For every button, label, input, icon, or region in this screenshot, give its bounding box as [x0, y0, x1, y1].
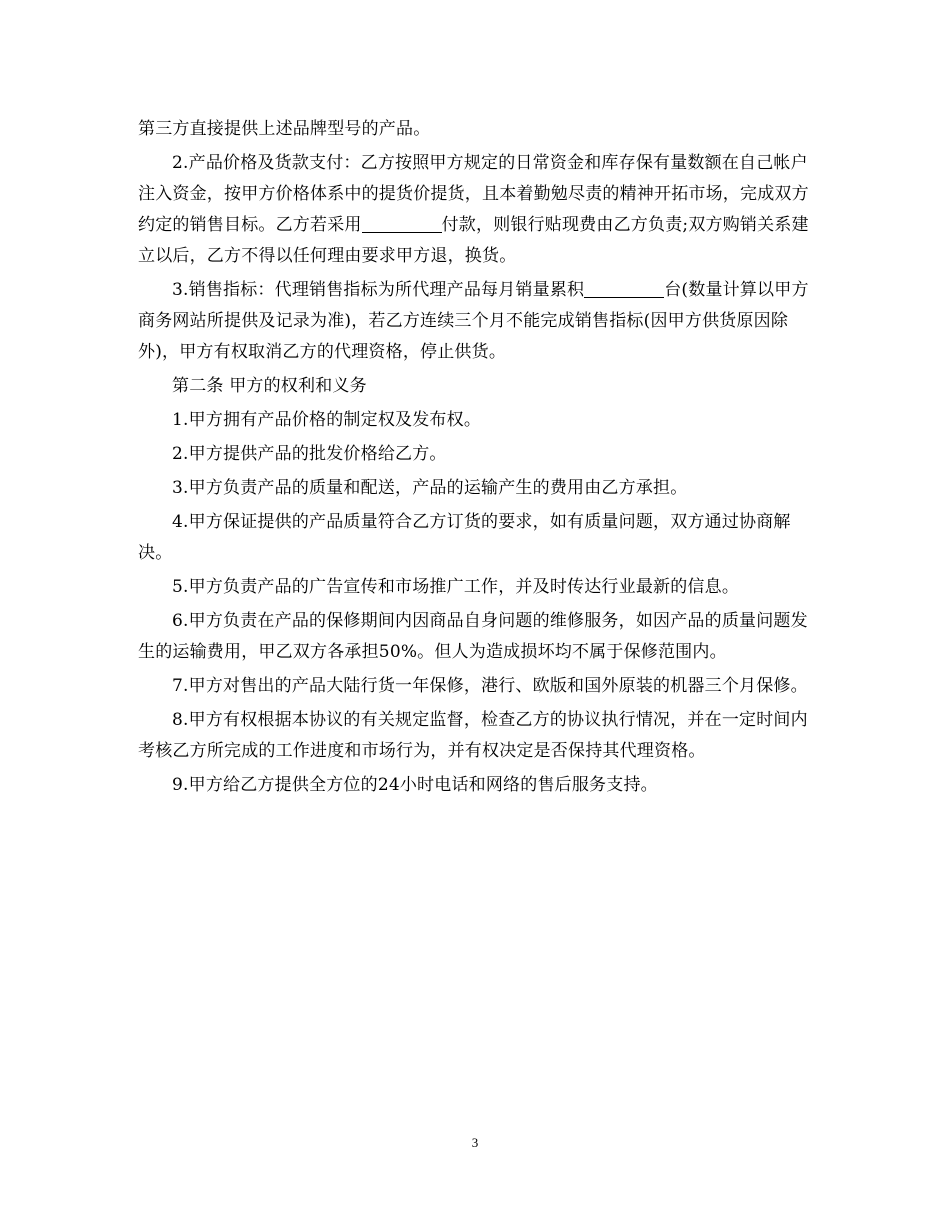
- list-item: 6.甲方负责在产品的保修期间内因商品自身问题的维修服务，如因产品的质量问题发生的运输费用，甲乙双方各承担50%。但人为造成损坏均不属于保修范围内。: [138, 611, 808, 662]
- list-item: 7.甲方对售出的产品大陆行货一年保修，港行、欧版和国外原装的机器三个月保修。: [172, 676, 808, 696]
- page-number: 3: [471, 1135, 479, 1150]
- payment-text-start: 2.产品价格及货款支付：乙方按照甲方规定的日常资金和库存保有量数额在自己帐户注入资金，按甲方价格体系中的提货价提货，且本着勤勉尽责的精神开拓市场，完成双方约定的销售目标。乙方若采用: [138, 153, 809, 235]
- list-item: 5.甲方负责产品的广告宣传和市场推广工作，并及时传达行业最新的信息。: [172, 577, 740, 597]
- paragraph-payment: [138, 148, 814, 272]
- sales-target-text-end: 台(数量计算以甲方商务网站所提供及记录为准)，若乙方连续三个月不能完成销售指标(因甲方供货原因除外)，甲方有权取消乙方的代理资格，停止供货。: [138, 280, 809, 362]
- list-item: 1.甲方拥有产品价格的制定权及发布权。: [172, 410, 482, 430]
- paragraph-sales-target: [138, 275, 814, 368]
- list-item: 9.甲方给乙方提供全方位的24小时电话和网络的售后服务支持。: [172, 775, 658, 795]
- list-item: 2.甲方提供产品的批发价格给乙方。: [172, 444, 447, 464]
- list-item: 3.甲方负责产品的质量和配送，产品的运输产生的费用由乙方承担。: [172, 478, 688, 498]
- payment-text-end: 付款，则银行贴现费由乙方负责;双方购销关系建立以后，乙方不得以任何理由要求甲方退，换货。: [138, 215, 809, 266]
- sales-target-text-start: 3.销售指标：代理销售指标为所代理产品每月销量累积: [172, 280, 585, 300]
- sales-quantity-blank: [584, 279, 664, 298]
- payment-method-blank: [362, 214, 442, 233]
- document-body: [138, 114, 814, 804]
- section-heading: 第二条 甲方的权利和义务: [172, 376, 367, 396]
- paragraph-continuation: 第三方直接提供上述品牌型号的产品。: [138, 119, 431, 139]
- list-item: 4.甲方保证提供的产品质量符合乙方订货的要求，如有质量问题，双方通过协商解决。: [138, 512, 791, 563]
- list-item: 8.甲方有权根据本协议的有关规定监督，检查乙方的协议执行情况，并在一定时间内考核乙方所完成的工作进度和市场行为，并有权决定是否保持其代理资格。: [138, 710, 808, 761]
